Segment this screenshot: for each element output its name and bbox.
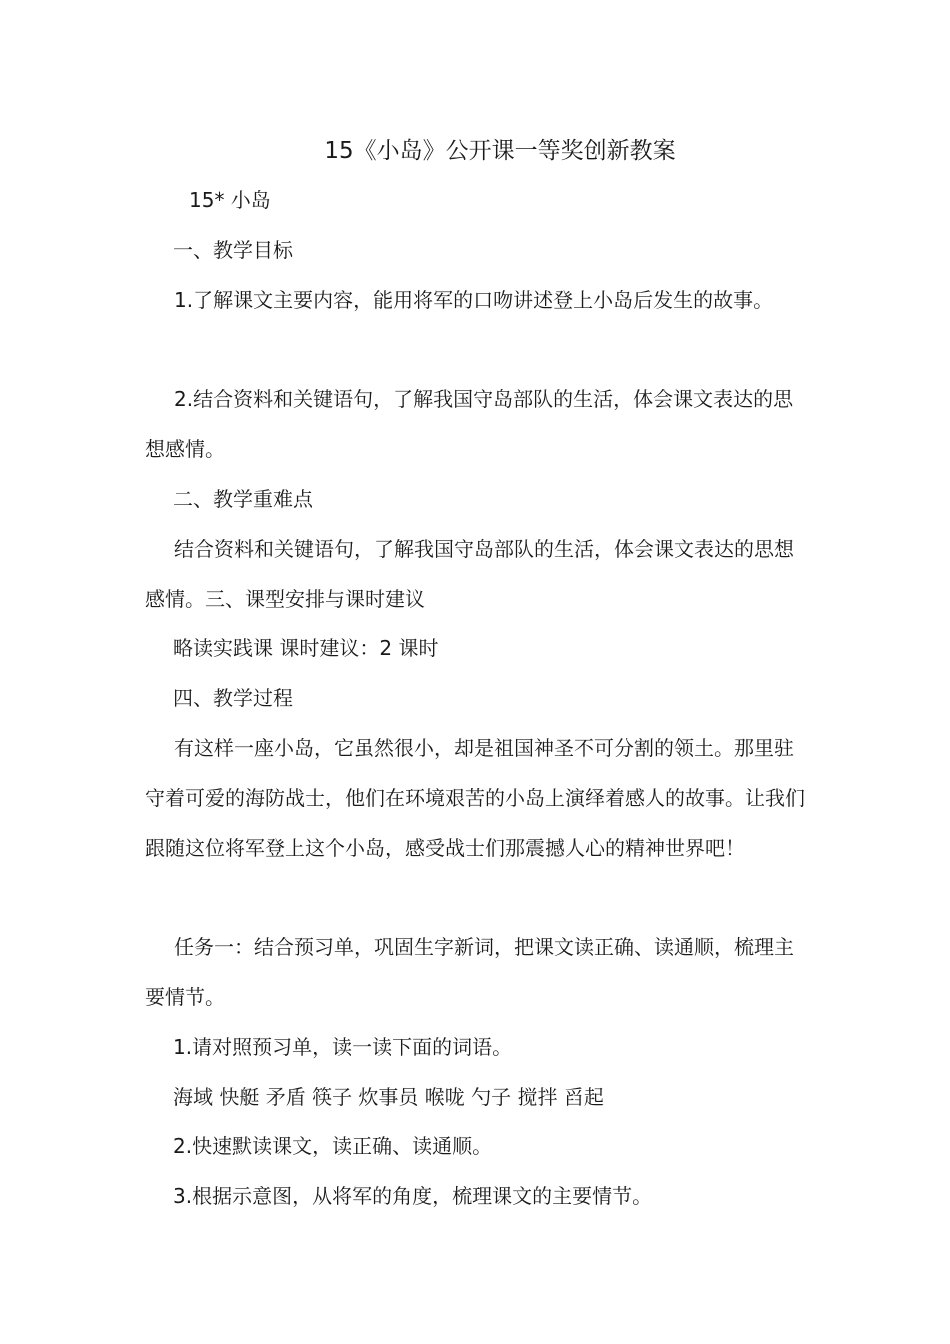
section-heading-process: 四、教学过程 xyxy=(173,686,293,710)
section-heading-goals: 一、教学目标 xyxy=(173,238,293,262)
intro-paragraph: 有这样一座小岛，它虽然很小，却是祖国神圣不可分割的领土。那里驻守着可爱的海防战士，他们在环境艰苦的小岛上演绎着感人的故事。让我们跟随这位将军登上这个小岛，感受战士们那震撼人心的精神世界吧！ xyxy=(145,736,805,860)
lesson-type-line: 略读实践课 课时建议：2 课时 xyxy=(173,636,439,660)
key-points-paragraph: 结合资料和关键语句，了解我国守岛部队的生活，体会课文表达的思想感情。三、课型安排与课时建议 xyxy=(145,537,794,611)
goal-item-2: 2.结合资料和关键语句，了解我国守岛部队的生活，体会课文表达的思想感情。 xyxy=(145,387,794,461)
vocabulary-line: 海域 快艇 矛盾 筷子 炊事员 喉咙 勺子 搅拌 舀起 xyxy=(173,1085,604,1109)
task-1-paragraph: 任务一：结合预习单，巩固生字新词，把课文读正确、读通顺，梳理主要情节。 xyxy=(145,935,794,1009)
document-title: 15《小岛》公开课一等奖创新教案 xyxy=(324,138,676,164)
step-3-line: 3.根据示意图，从将军的角度，梳理课文的主要情节。 xyxy=(173,1184,653,1208)
step-1-line: 1.请对照预习单，读一读下面的词语。 xyxy=(173,1035,513,1059)
section-heading-key-points: 二、教学重难点 xyxy=(173,487,313,511)
step-2-line: 2.快速默读课文，读正确、读通顺。 xyxy=(173,1134,493,1158)
goal-item-1: 1.了解课文主要内容，能用将军的口吻讲述登上小岛后发生的故事。 xyxy=(174,288,774,312)
lesson-label: 15* 小岛 xyxy=(189,188,271,212)
